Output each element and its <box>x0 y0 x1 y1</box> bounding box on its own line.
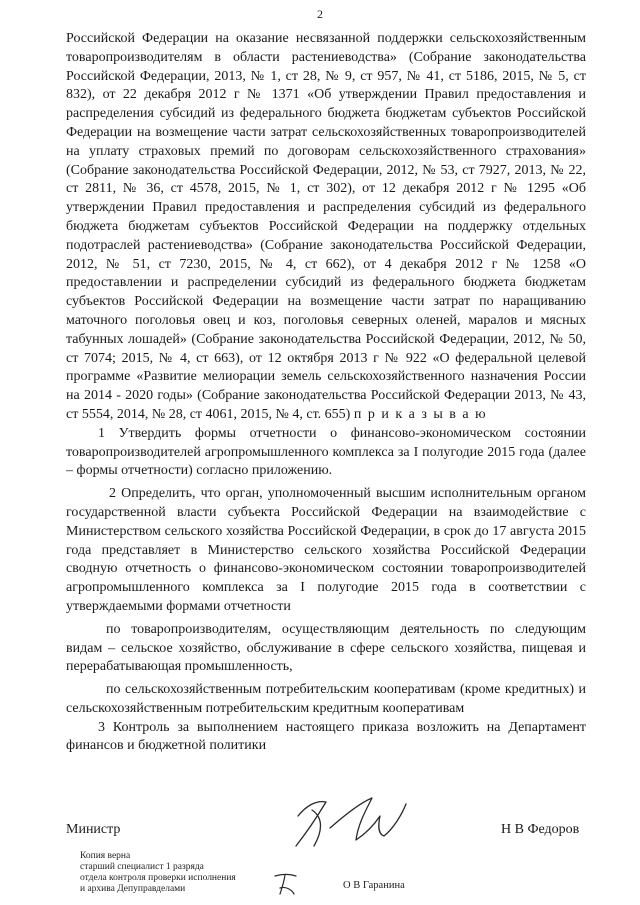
paragraph-subitem-producers: по товаропроизводителям, осуществляющим деятельность по следующим видам – сельское хозяйство, обслуживание в сфере сельского хозяйства, пищевая и перерабатывающая промышленность, <box>66 621 586 675</box>
order-word: п р и к а з ы в а ю <box>353 406 488 422</box>
copy-certification <box>80 851 236 895</box>
copy-line: старший специалист 1 разряда <box>80 862 204 872</box>
handwritten-signature <box>276 788 426 858</box>
paragraph-subitem-cooperatives: по сельскохозяйственным потребительским кооперативам (кроме кредитных) и сельскохозяйственным потребительским кредитным кооперативам <box>66 682 586 716</box>
minister-title: Министр <box>66 822 121 837</box>
copy-line: отдела контроля проверки исполнения <box>80 873 236 883</box>
paragraph-item-3: 3 Контроль за выполнением настоящего приказа возложить на Департамент финансов и бюджетной политики <box>66 719 586 754</box>
copy-certifier-name: О В Гаранина <box>343 880 405 891</box>
copy-signature <box>270 868 300 898</box>
paragraph-item-2: 2 Определить, что орган, уполномоченный высшим исполнительным органом государственной власти субъекта Российской Федерации на взаимодействие с Министерством сельского хозяйства Российской Федерации, в срок до 17 августа 2015 года представляет в Министерство сельского хозяйства Российской Федерации сводную отчетность о финансово-экономическом состоянии товаропроизводителей агропромышленного комплекса за I полугодие 2015 года в соответствии с утверждаемыми формами отчетности <box>66 486 586 614</box>
page-number: 2 <box>317 7 323 21</box>
paragraph-item-1: 1 Утвердить формы отчетности о финансово-экономическом состоянии товаропроизводителей агропромышленного комплекса за I полугодие 2015 года (далее – формы отчетности) согласно приложению. <box>66 425 586 479</box>
paragraph-legal-references <box>66 30 586 425</box>
paragraph-text: Российской Федерации на оказание несвязанной поддержки сельскохозяйственным товаропроизводителям в области растениеводства» (Собрание законодательства Российской Федерации, 2013, № 1, ст 28, № 9, ст 957, № 41, ст 5186, 2015, № 5, ст 832), от 22 декабря 2012 г № 1371 «Об утверждении Правил предоставления и распределения субсидий из федерального бюджета бюджетам субъектов Российской Федерации на возмещение части затрат сельскохозяйственных товаропроизводителей на уплату страховых премий по договорам сельскохозяйственного страхования» (Собрание законодательства Российской Федерации, 2012, № 53, ст 7927, 2013, № 22, ст 2811, № 36, ст 4578, 2015, № 1, ст 302), от 12 декабря 2012 г № 1295 «Об утверждении Правил предоставления и распределения субсидий из федерального бюджета бюджетам субъектов Российской Федерации на поддержку отдельных подотраслей растениеводства» (Собрание законодательства Российской Федерации, 2012, № 51, ст 7230, 2015, № 4, ст 662), от 4 декабря 2012 г № 1258 «О предоставлении и распределении субсидий из федерального бюджета бюджетам субъектов Российской Федерации на возмещение части затрат по наращиванию маточного поголовья овец и коз, поголовья северных оленей, маралов и мясных табунных лошадей» (Собрание законодательства Российской Федерации, 2012, № 50, ст 7074; 2015, № 4, ст 663), от 12 октября 2013 г № 922 «О федеральной целевой программе «Развитие мелиорации земель сельскохозяйственного назначения России на 2014 - 2020 годы» (Собрание законодательства Российской Федерации 2013, № 43, ст 5554, 2014, № 28, ст 4061, 2015, № 4, ст. 655) <box>66 31 586 422</box>
minister-name: Н В Федоров <box>501 822 580 837</box>
copy-line: Копия верна <box>80 851 131 861</box>
copy-line: и архива Депуправделами <box>80 884 186 894</box>
document-body <box>66 30 586 756</box>
